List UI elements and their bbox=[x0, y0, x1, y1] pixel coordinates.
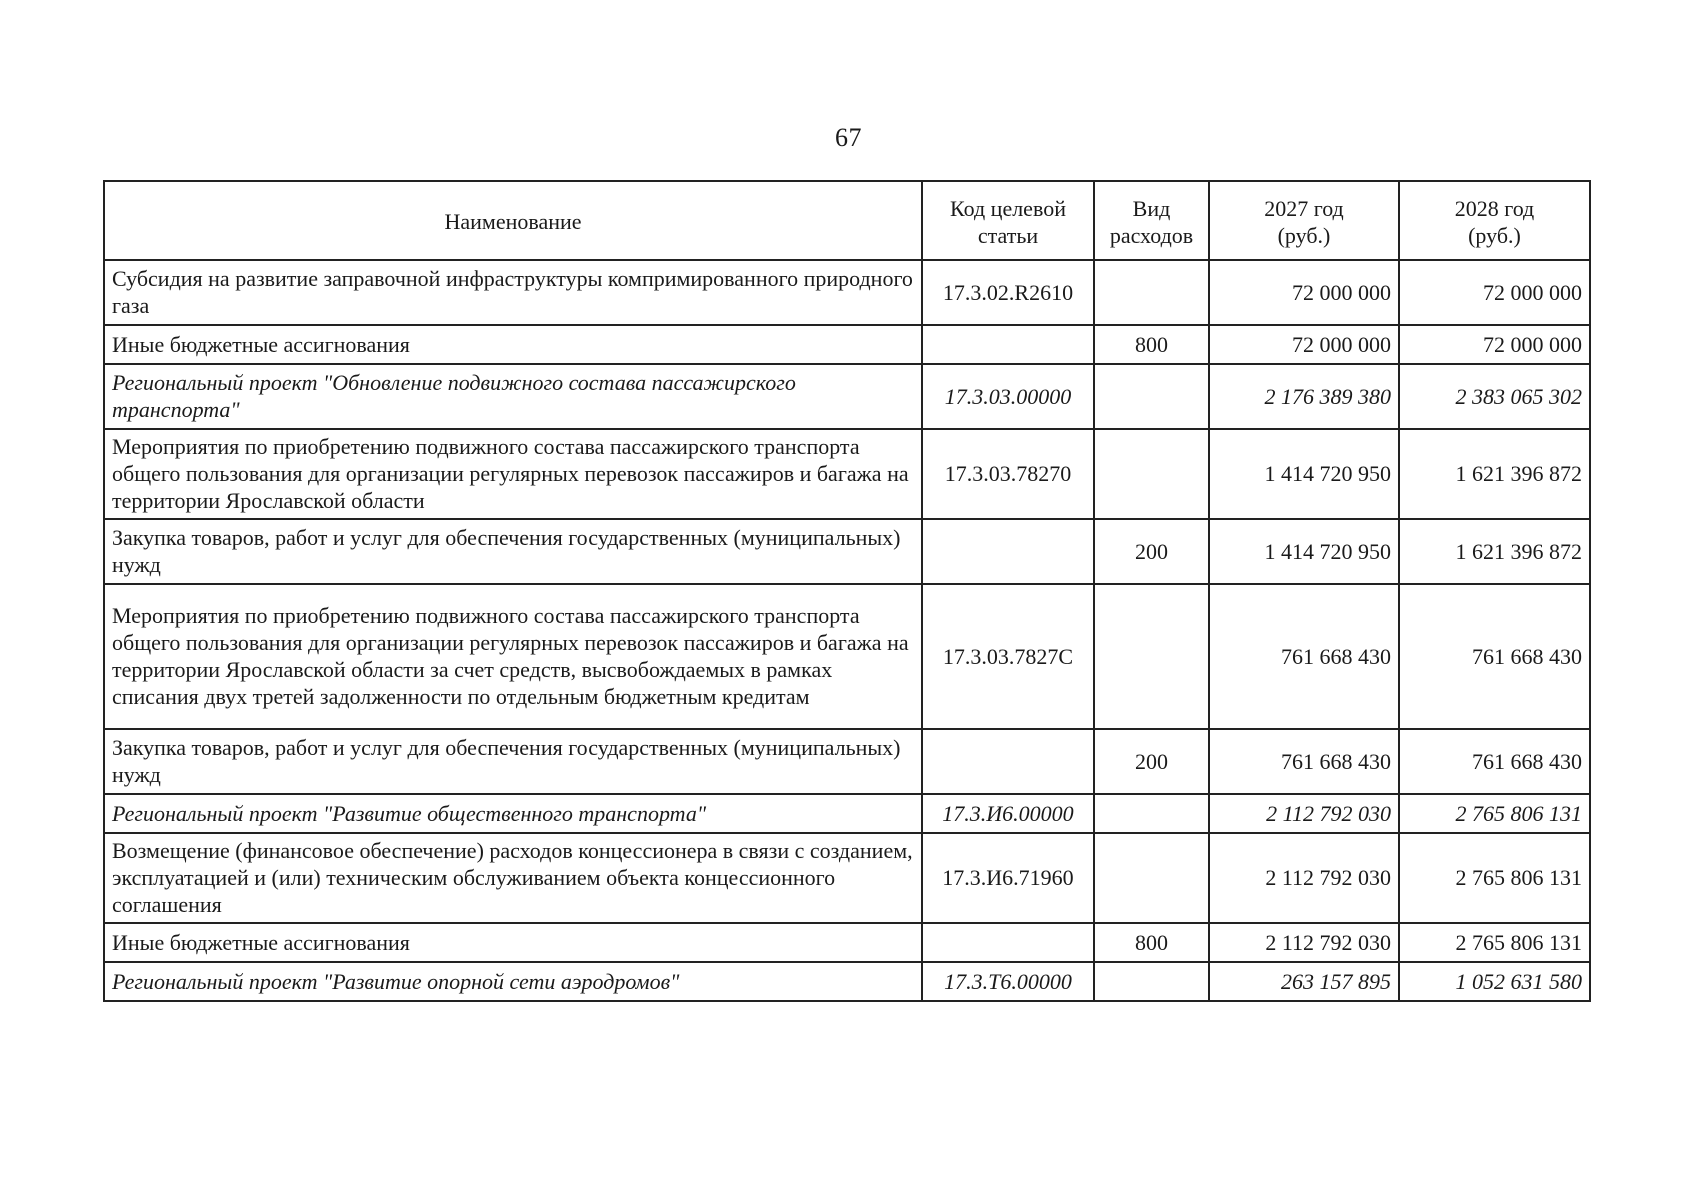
header-vid bbox=[1094, 181, 1209, 260]
cell-amount-2027: 2 176 389 380 bbox=[1209, 364, 1399, 429]
cell-amount-2028: 1 052 631 580 bbox=[1399, 962, 1590, 1001]
table-row bbox=[104, 833, 1590, 923]
header-2027-line1: 2027 год bbox=[1264, 195, 1344, 221]
cell-expense-type: 800 bbox=[1094, 923, 1209, 962]
cell-target-code bbox=[922, 325, 1094, 364]
cell-target-code bbox=[922, 923, 1094, 962]
cell-target-code: 17.3.03.00000 bbox=[922, 364, 1094, 429]
cell-name: Закупка товаров, работ и услуг для обеспечения государственных (муниципальных) нужд bbox=[104, 519, 922, 584]
cell-amount-2027: 2 112 792 030 bbox=[1209, 833, 1399, 923]
header-2027-line2: (руб.) bbox=[1277, 222, 1331, 248]
table-row bbox=[104, 794, 1590, 833]
cell-amount-2028: 2 383 065 302 bbox=[1399, 364, 1590, 429]
header-code-line1: Код целевой bbox=[950, 195, 1066, 221]
cell-expense-type bbox=[1094, 794, 1209, 833]
cell-target-code: 17.3.Т6.00000 bbox=[922, 962, 1094, 1001]
cell-amount-2028: 761 668 430 bbox=[1399, 729, 1590, 794]
cell-expense-type bbox=[1094, 584, 1209, 729]
cell-target-code: 17.3.03.7827С bbox=[922, 584, 1094, 729]
cell-name: Региональный проект "Развитие общественного транспорта" bbox=[104, 794, 922, 833]
cell-amount-2027: 2 112 792 030 bbox=[1209, 794, 1399, 833]
cell-name: Мероприятия по приобретению подвижного состава пассажирского транспорта общего пользования для организации регулярных перевозок пассажиров и багажа на территории Ярославской области bbox=[104, 429, 922, 519]
cell-amount-2028: 761 668 430 bbox=[1399, 584, 1590, 729]
cell-expense-type bbox=[1094, 260, 1209, 325]
cell-amount-2027: 72 000 000 bbox=[1209, 325, 1399, 364]
budget-table bbox=[103, 180, 1591, 1002]
table-row bbox=[104, 260, 1590, 325]
cell-amount-2027: 1 414 720 950 bbox=[1209, 429, 1399, 519]
cell-amount-2028: 1 621 396 872 bbox=[1399, 429, 1590, 519]
table-row bbox=[104, 584, 1590, 729]
header-2028 bbox=[1399, 181, 1590, 260]
cell-name: Субсидия на развитие заправочной инфраструктуры компримированного природного газа bbox=[104, 260, 922, 325]
cell-name: Иные бюджетные ассигнования bbox=[104, 325, 922, 364]
cell-expense-type: 200 bbox=[1094, 729, 1209, 794]
table-body bbox=[104, 260, 1590, 1001]
cell-amount-2028: 2 765 806 131 bbox=[1399, 833, 1590, 923]
cell-name: Мероприятия по приобретению подвижного состава пассажирского транспорта общего пользования для организации регулярных перевозок пассажиров и багажа на территории Ярославской области за счет средств, высвобождаемых в рамках списания двух третей задолженности по отдельным бюджетным кредитам bbox=[104, 584, 922, 729]
cell-target-code: 17.3.И6.71960 bbox=[922, 833, 1094, 923]
cell-amount-2028: 1 621 396 872 bbox=[1399, 519, 1590, 584]
page-number: 67 bbox=[835, 123, 862, 152]
cell-amount-2027: 761 668 430 bbox=[1209, 729, 1399, 794]
cell-target-code bbox=[922, 729, 1094, 794]
cell-expense-type bbox=[1094, 833, 1209, 923]
cell-expense-type bbox=[1094, 364, 1209, 429]
header-code bbox=[922, 181, 1094, 260]
cell-amount-2027: 1 414 720 950 bbox=[1209, 519, 1399, 584]
header-2028-line1: 2028 год bbox=[1454, 195, 1535, 221]
cell-amount-2028: 72 000 000 bbox=[1399, 260, 1590, 325]
cell-amount-2027: 72 000 000 bbox=[1209, 260, 1399, 325]
cell-amount-2027: 761 668 430 bbox=[1209, 584, 1399, 729]
cell-target-code: 17.3.И6.00000 bbox=[922, 794, 1094, 833]
header-vid-line1: Вид bbox=[1132, 195, 1171, 221]
table-header-row bbox=[104, 181, 1590, 260]
cell-name: Региональный проект "Развитие опорной сети аэродромов" bbox=[104, 962, 922, 1001]
table-row bbox=[104, 325, 1590, 364]
cell-expense-type: 200 bbox=[1094, 519, 1209, 584]
table-row bbox=[104, 429, 1590, 519]
cell-name: Иные бюджетные ассигнования bbox=[104, 923, 922, 962]
cell-name: Закупка товаров, работ и услуг для обеспечения государственных (муниципальных) нужд bbox=[104, 729, 922, 794]
table-row bbox=[104, 923, 1590, 962]
table-row bbox=[104, 364, 1590, 429]
table-row bbox=[104, 519, 1590, 584]
header-vid-line2: расходов bbox=[1109, 222, 1194, 248]
cell-target-code: 17.3.03.78270 bbox=[922, 429, 1094, 519]
header-name bbox=[104, 181, 922, 260]
cell-amount-2027: 263 157 895 bbox=[1209, 962, 1399, 1001]
cell-amount-2028: 72 000 000 bbox=[1399, 325, 1590, 364]
cell-target-code: 17.3.02.R2610 bbox=[922, 260, 1094, 325]
cell-expense-type: 800 bbox=[1094, 325, 1209, 364]
cell-amount-2027: 2 112 792 030 bbox=[1209, 923, 1399, 962]
table-row bbox=[104, 962, 1590, 1001]
cell-target-code bbox=[922, 519, 1094, 584]
cell-amount-2028: 2 765 806 131 bbox=[1399, 923, 1590, 962]
cell-expense-type bbox=[1094, 429, 1209, 519]
table-row bbox=[104, 729, 1590, 794]
header-code-line2: статьи bbox=[977, 222, 1039, 248]
cell-expense-type bbox=[1094, 962, 1209, 1001]
header-2027 bbox=[1209, 181, 1399, 260]
cell-name: Региональный проект "Обновление подвижного состава пассажирского транспорта" bbox=[104, 364, 922, 429]
header-2028-line2: (руб.) bbox=[1468, 222, 1521, 248]
cell-name: Возмещение (финансовое обеспечение) расходов концессионера в связи с созданием, эксплуатацией и (или) техническим обслуживанием объекта концессионного соглашения bbox=[104, 833, 922, 923]
header-name-label: Наименование bbox=[444, 209, 582, 234]
cell-amount-2028: 2 765 806 131 bbox=[1399, 794, 1590, 833]
